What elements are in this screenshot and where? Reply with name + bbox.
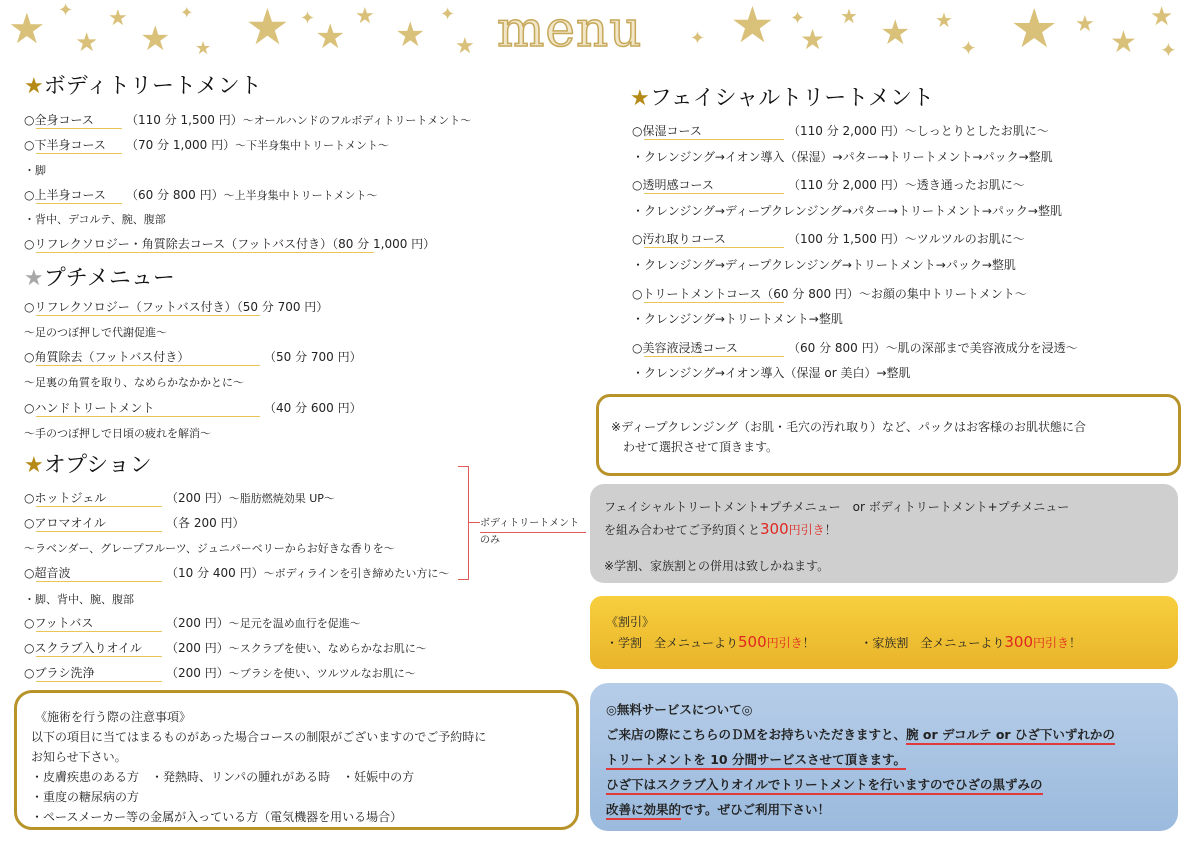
star-icon: ★ <box>8 4 46 53</box>
menu-item: ○角質除去（フットバス付き） <box>24 350 190 364</box>
petit-section-heading <box>24 268 175 290</box>
menu-item: ○保湿コース <box>632 124 702 138</box>
menu-item: ○リフレクソロジー（フットバス付き）（50 分 700 円） <box>24 300 329 314</box>
star-icon: ★ <box>24 74 44 99</box>
star-icon: ★ <box>24 266 44 291</box>
menu-item: ○上半身コース <box>24 188 106 202</box>
star-icon: ✦ <box>960 36 977 60</box>
star-icon: ★ <box>1110 25 1137 60</box>
star-icon: ★ <box>935 8 953 32</box>
star-icon: ★ <box>1075 12 1095 37</box>
menu-item: ○透明感コース <box>632 178 714 192</box>
page-title: menu <box>497 0 643 58</box>
menu-item: ○美容液浸透コース <box>632 341 738 355</box>
star-icon: ★ <box>75 28 99 58</box>
menu-note: ・背中、デコルテ、腕、腹部 <box>24 213 166 226</box>
star-icon: ✦ <box>1160 38 1177 62</box>
menu-item: ○トリートメントコース（60 分 800 円）～お顔の集中トリートメント～ <box>632 287 1027 301</box>
menu-item: ○汚れ取りコース <box>632 232 726 246</box>
star-icon: ★ <box>195 38 212 59</box>
star-icon: ✦ <box>58 0 74 21</box>
star-icon: ★ <box>24 453 44 478</box>
body-section-heading <box>24 76 262 98</box>
star-icon: ✦ <box>790 8 806 29</box>
bracket <box>458 466 469 580</box>
menu-item: ○アロマオイル <box>24 516 106 530</box>
section-title: オプション <box>43 453 152 478</box>
free-service-box: ◎無料サービスについて◎ ご来店の際にこちらのＤＭをお持ちいただきますと、腕 or デコルテ or ひざ下いずれかの トリートメントを 10 分間サービスさせて頂きます。 ひざ下はスクラブ入りオイルでトリートメントを行いますのでひざの黒ずみの 改善に効果的です。ぜひご利用下さい！ <box>590 683 1178 831</box>
star-icon: ★ <box>140 19 171 59</box>
star-icon: ★ <box>355 4 375 29</box>
menu-note: ・脚 <box>24 164 46 177</box>
star-icon: ★ <box>315 17 346 57</box>
bracket-note: ボディトリートメント のみ <box>480 516 586 549</box>
section-title: フェイシャルトリートメント <box>649 86 934 111</box>
section-title: ボディトリートメント <box>43 74 262 99</box>
caution-title: 《施術を行う際の注意事項》 <box>35 710 192 724</box>
menu-item: ○リフレクソロジー・角質除去コース（フットバス付き）（80 分 1,000 円） <box>24 237 436 251</box>
section-title: プチメニュー <box>43 266 175 291</box>
star-icon: ★ <box>1010 0 1059 60</box>
star-icon: ★ <box>880 13 911 53</box>
star-icon: ★ <box>1150 2 1174 32</box>
menu-item: ○スクラブ入りオイル <box>24 641 142 655</box>
facial-section-heading <box>630 88 934 110</box>
star-icon: ★ <box>395 15 426 55</box>
star-icon: ✦ <box>690 28 706 49</box>
star-icon: ✦ <box>300 8 316 29</box>
star-icon: ★ <box>108 6 128 31</box>
menu-item: ○ブラシ洗浄 <box>24 666 95 680</box>
star-icon: ✦ <box>440 4 456 25</box>
caution-box: 《施術を行う際の注意事項》 以下の項目に当てはまるものがあった場合コースの制限がございますのでご予約時に お知らせ下さい。 ・皮膚疾患のある方 ・発熱時、リンパの腫れがある時 ・妊娠中の方 ・重度の糖尿病の方 ・ペースメーカー等の金属が入っている方（電気機器を用いる場合） <box>14 690 579 830</box>
menu-item: ○ホットジェル <box>24 491 107 505</box>
discount-box: 《割引》 ・学割 全メニューより500円引き！ ・家族割 全メニューより300円引き！ <box>590 596 1178 669</box>
star-icon: ★ <box>455 34 475 59</box>
star-icon: ★ <box>800 23 826 56</box>
star-icon: ★ <box>840 4 858 28</box>
menu-item: ○下半身コース <box>24 138 106 152</box>
bracket-connector <box>468 522 480 523</box>
menu-item: ○全身コース <box>24 113 94 127</box>
star-icon: ★ <box>630 86 650 111</box>
menu-item: ○ハンドトリートメント <box>24 401 155 415</box>
combo-discount-box: フェイシャルトリートメント+プチメニュー or ボディトリートメント+プチメニュー を組み合わせてご予約頂くと300円引き！ ※学割、家族割との併用は致しかねます。 <box>590 484 1178 583</box>
deep-cleansing-note: ※ディープクレンジング（お肌・毛穴の汚れ取り）など、パックはお客様のお肌状態に合 わせて選択させて頂きます。 <box>596 394 1181 476</box>
star-icon: ✦ <box>180 3 194 22</box>
menu-item: ○超音波 <box>24 566 71 580</box>
option-section-heading <box>24 455 152 477</box>
star-icon: ★ <box>730 0 775 54</box>
star-icon: ★ <box>245 0 290 56</box>
menu-item: ○フットバス <box>24 616 94 630</box>
